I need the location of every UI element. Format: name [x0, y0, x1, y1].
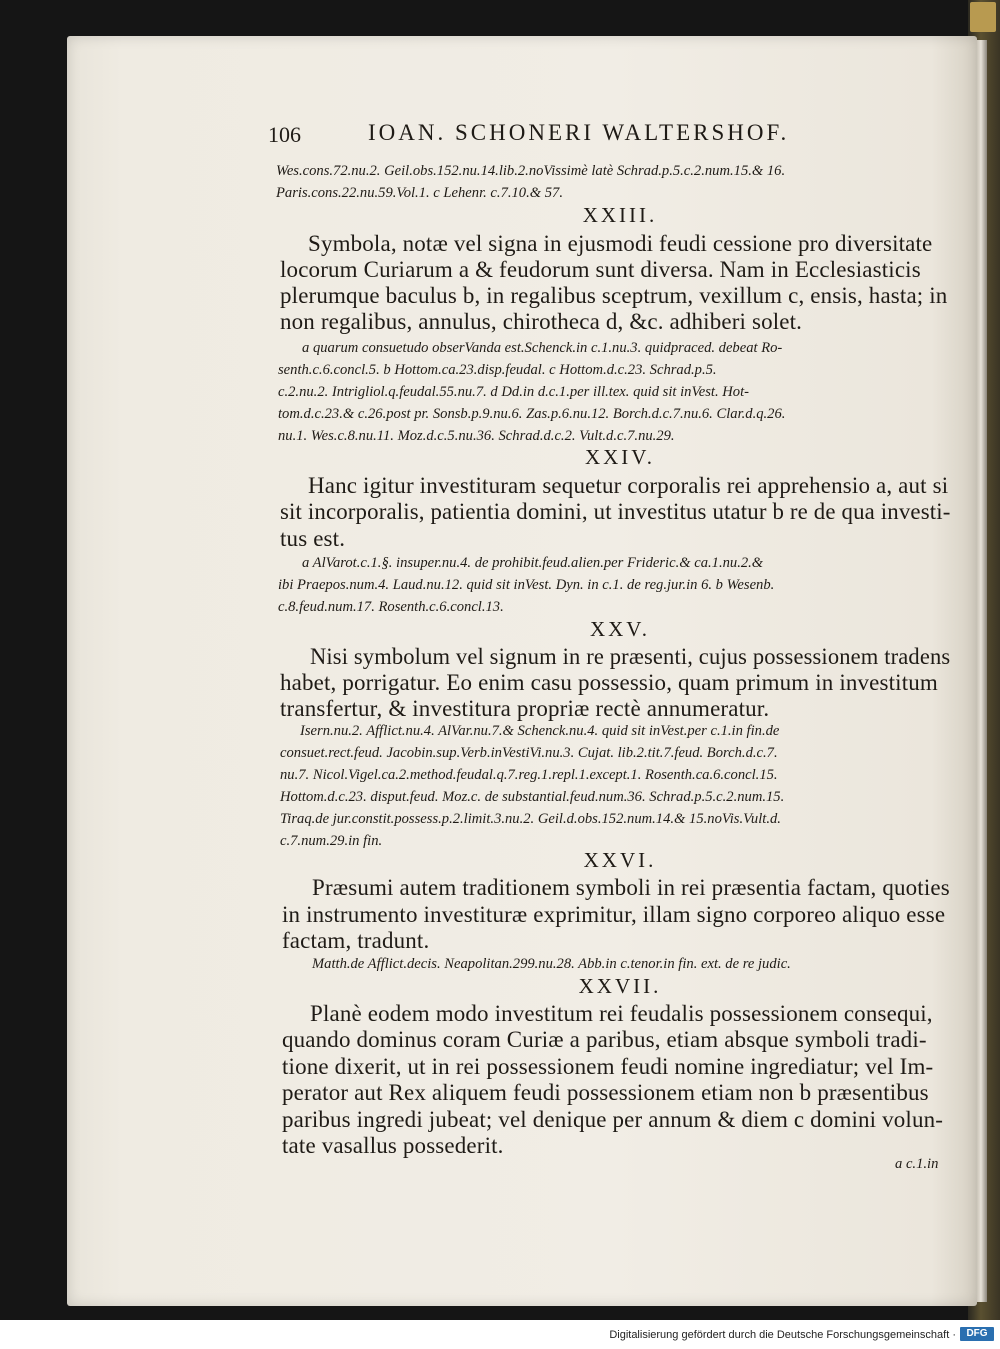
body-line: habet, porrigatur. Eo enim casu possessio, quam primum in investitum [280, 670, 938, 695]
catchword: a c.1.in [895, 1156, 939, 1172]
body-line: paribus ingredi jubeat; vel denique per annum & diem c domini volun- [282, 1107, 944, 1132]
footer-credit: Digitalisierung gefördert durch die Deutsche Forschungsgemeinschaft · [609, 1329, 956, 1341]
body-line: plerumque baculus b, in regalibus sceptrum, vexillum c, ensis, hasta; in [280, 283, 948, 308]
footnote-line: c.7.num.29.in fin. [280, 833, 383, 849]
body-line: non regalibus, annulus, chirotheca d, &c. adhiberi solet. [280, 309, 803, 334]
body-line: tate vasallus possederit. [282, 1133, 504, 1158]
body-line: in instrumento investituræ exprimitur, illam signo corporeo aliquo esse [282, 902, 946, 927]
body-line: tione dixerit, ut in rei possessionem feudi nomine ingrediatur; vel Im- [282, 1054, 934, 1079]
section-heading: XXVII. [578, 974, 662, 998]
body-line: tus est. [280, 526, 346, 551]
body-line: Hanc igitur investituram sequetur corporalis rei apprehensio a, aut si [308, 473, 949, 498]
footnote-line: Wes.cons.72.nu.2. Geil.obs.152.nu.14.lib.2.noVissimè latè Schrad.p.5.c.2.num.15.& 16. [276, 163, 786, 179]
dfg-logo-icon[interactable]: DFG [960, 1327, 994, 1341]
footer-bar [0, 1320, 1000, 1349]
body-line: Præsumi autem traditionem symboli in rei præsentia factam, quoties [312, 875, 950, 900]
footnote-line: ibi Praepos.num.4. Laud.nu.12. quid sit inVest. Dyn. in c.1. de reg.jur.in 6. b Wesenb. [278, 577, 775, 593]
footnote-line: Hottom.d.c.23. disput.feud. Moz.c. de substantial.feud.num.36. Schrad.p.5.c.2.num.15. [280, 789, 785, 805]
running-head: IOAN. SCHONERI WALTERSHOF. [368, 120, 790, 145]
body-line: Nisi symbolum vel signum in re præsenti, cujus possessionem tradens [310, 644, 951, 669]
footnote-line: c.8.feud.num.17. Rosenth.c.6.concl.13. [278, 599, 504, 615]
body-line: quando dominus coram Curiæ a paribus, etiam absque symboli tradi- [282, 1027, 927, 1052]
footnote-line: nu.1. Wes.c.8.nu.11. Moz.d.c.5.nu.36. Schrad.d.c.2. Vult.d.c.7.nu.29. [278, 428, 675, 444]
footnote-line: c.2.nu.2. Intrigliol.q.feudal.55.nu.7. d Dd.in d.c.1.per ill.tex. quid sit inVest. Hot- [278, 384, 750, 400]
section-heading: XXIV. [584, 445, 656, 469]
footnote-line: a quarum consuetudo obserVanda est.Schenck.in c.1.nu.3. quidpraced. debeat Ro- [302, 340, 783, 356]
body-line: factam, tradunt. [282, 928, 430, 953]
footnote-line: a AlVarot.c.1.§. insuper.nu.4. de prohibit.feud.alien.per Frideric.& ca.1.nu.2.& [302, 555, 764, 571]
spine-clasp [970, 2, 996, 32]
footnote-line: consuet.rect.feud. Jacobin.sup.Verb.inVestiVi.nu.3. Cujat. lib.2.tit.7.feud. Borch.d.c.7. [280, 745, 778, 761]
footnote-line: Matth.de Afflict.decis. Neapolitan.299.nu.28. Abb.in c.tenor.in fin. ext. de re judic. [312, 956, 791, 972]
footnote-line: Isern.nu.2. Afflict.nu.4. AlVar.nu.7.& Schenck.nu.4. quid sit inVest.per c.1.in fin.de [300, 723, 780, 739]
body-line: Planè eodem modo investitum rei feudalis possessionem consequi, [310, 1001, 933, 1026]
section-heading: XXV. [589, 617, 651, 641]
page-number: 106 [268, 122, 301, 147]
body-line: perator aut Rex aliquem feudi possessionem etiam non b præsentibus [282, 1080, 929, 1105]
body-line: transfertur, & investitura propriæ rectè annumeratur. [280, 696, 770, 721]
footnote-line: Tiraq.de jur.constit.possess.p.2.limit.3.nu.2. Geil.d.obs.152.num.14.& 15.noVis.Vult.d. [280, 811, 781, 827]
section-heading: XXVI. [583, 848, 657, 872]
footnote-line: nu.7. Nicol.Vigel.ca.2.method.feudal.q.7.reg.1.repl.1.except.1. Rosenth.ca.6.concl.15. [280, 767, 778, 783]
footnote-line: tom.d.c.23.& c.26.post pr. Sonsb.p.9.nu.6. Zas.p.6.nu.12. Borch.d.c.7.nu.6. Clar.d.q.26. [278, 406, 786, 422]
section-heading: XXIII. [582, 203, 658, 227]
body-line: Symbola, notæ vel signa in ejusmodi feudi cessione pro diversitate [308, 231, 933, 256]
footnote-line: senth.c.6.concl.5. b Hottom.ca.23.disp.feudal. c Hottom.d.c.23. Schrad.p.5. [278, 362, 717, 378]
footnote-line: Paris.cons.22.nu.59.Vol.1. c Lehenr. c.7.10.& 57. [276, 185, 563, 201]
body-line: locorum Curiarum a & feudorum sunt diversa. Nam in Ecclesiasticis [280, 257, 921, 282]
body-line: sit incorporalis, patientia domini, ut investitus utatur b re de qua investi- [280, 499, 951, 524]
